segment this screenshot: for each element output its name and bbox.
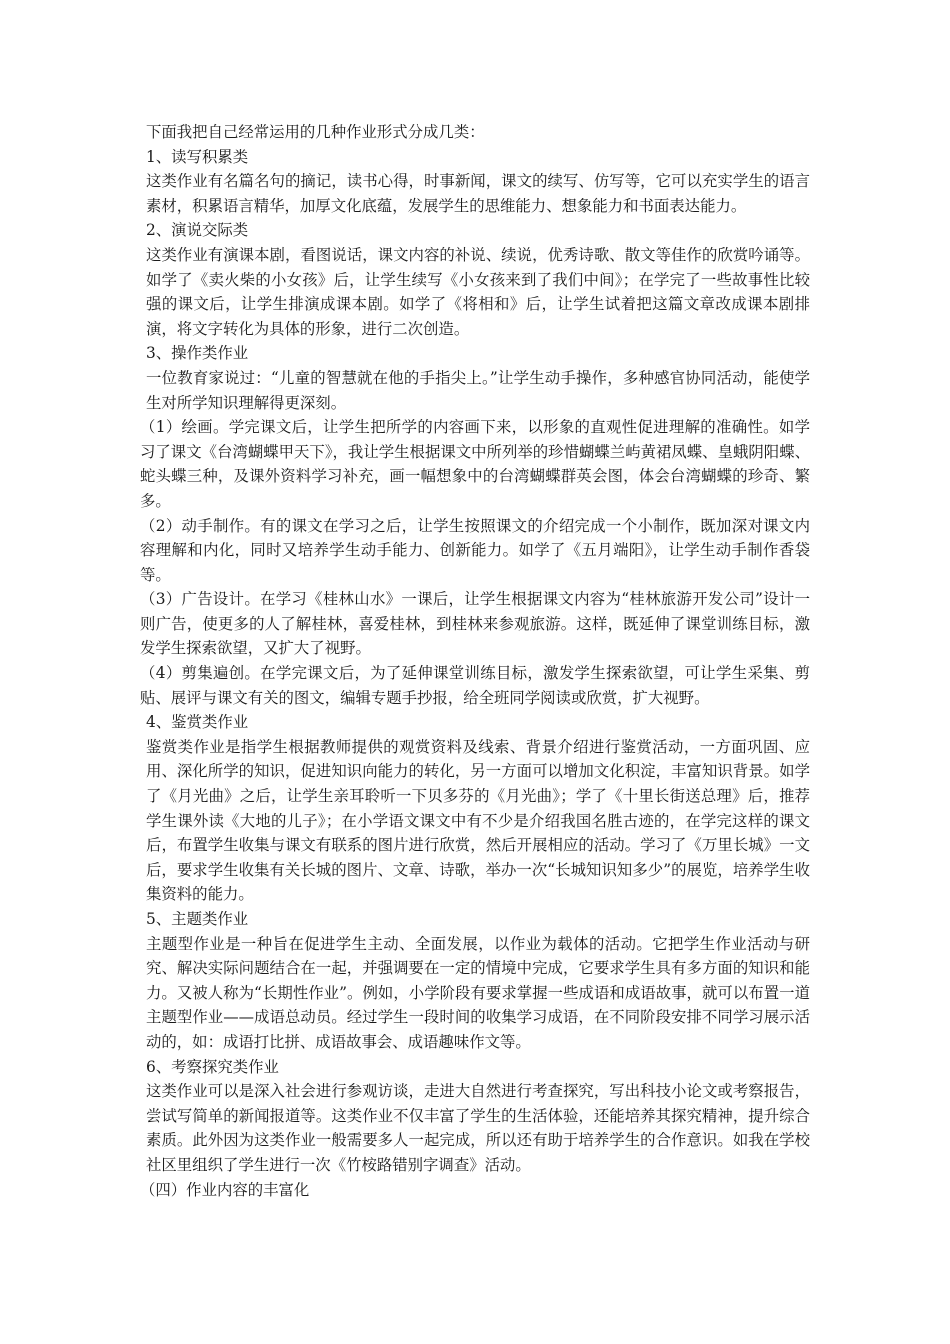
section-paragraph: （4）剪集遍创。在学完课文后，为了延伸课堂训练目标，激发学生探索欲望，可让学生采集、剪贴、展评与课文有关的图文，编辑专题手抄报，给全班同学阅读或欣赏，扩大视野。 [140, 664, 810, 707]
section-heading: 1、读写积累类 [146, 147, 249, 166]
section-heading: 6、考察探究类作业 [146, 1057, 279, 1076]
document-page [140, 120, 810, 1202]
section-paragraph: 这类作业有演课本剧，看图说话，课文内容的补说、续说，优秀诗歌、散文等佳作的欣赏吟诵等。如学了《卖火柴的小女孩》后，让学生续写《小女孩来到了我们中间》；在学完了一些故事性比较强的课文后，让学生排演成课本剧。如学了《将相和》后，让学生试着把这篇文章改成课本剧排演，将文字转化为具体的形象，进行二次创造。 [146, 245, 810, 338]
section-paragraph: 鉴赏类作业是指学生根据教师提供的观赏资料及线索、背景介绍进行鉴赏活动，一方面巩固、应用、深化所学的知识，促进知识向能力的转化，另一方面可以增加文化积淀，丰富知识背景。如学了《月光曲》之后，让学生亲耳聆听一下贝多芬的《月光曲》；学了《十里长街送总理》后，推荐学生课外读《大地的儿子》；在小学语文课文中有不少是介绍我国名胜古迹的，在学完这样的课文后，布置学生收集与课文有联系的图片进行欣赏，然后开展相应的活动。学习了《万里长城》一文后，要求学生收集有关长城的图片、文章、诗歌，举办一次“长城知识知多少”的展览，培养学生收集资料的能力。 [146, 737, 810, 904]
section-paragraph: 这类作业可以是深入社会进行参观访谈，走进大自然进行考查探究，写出科技小论文或考察报告，尝试写简单的新闻报道等。这类作业不仅丰富了学生的生活体验，还能培养其探究精神，提升综合素质。此外因为这类作业一般需要多人一起完成，所以还有助于培养学生的合作意识。如我在学校社区里组织了学生进行一次《竹桉路错别字调查》活动。 [146, 1082, 810, 1174]
section-paragraph: 一位教育家说过：“儿童的智慧就在他的手指尖上。”让学生动手操作，多种感官协同活动，能使学生对所学知识理解得更深刻。 [146, 368, 810, 412]
section-heading: 5、主题类作业 [146, 910, 249, 928]
intro-paragraph: 下面我把自己经常运用的几种作业形式分成几类： [146, 123, 485, 141]
section-paragraph: （1）绘画。学完课文后，让学生把所学的内容画下来，以形象的直观性促进理解的准确性。如学习了课文《台湾蝴蝶甲天下》，我让学生根据课文中所列举的珍惜蝴蝶兰屿黄裙凤蝶、皇蛾阴阳蝶、蛇头蝶三种，及课外资料学习补充，画一幅想象中的台湾蝴蝶群英会图，体会台湾蝴蝶的珍奇、繁多。 [140, 418, 810, 510]
section-paragraph: （3）广告设计。在学习《桂林山水》一课后，让学生根据课文内容为“桂林旅游开发公司”设计一则广告，使更多的人了解桂林，喜爱桂林，到桂林来参观旅游。这样，既延伸了课堂训练目标，激发学生探索欲望，又扩大了视野。 [140, 590, 810, 658]
section-paragraph: 这类作业有名篇名句的摘记，读书心得，时事新闻，课文的续写、仿写等，它可以充实学生的语言素材，积累语言精华，加厚文化底蕴，发展学生的思维能力、想象能力和书面表达能力。 [146, 172, 810, 215]
section-heading: 4、鉴赏类作业 [146, 713, 249, 732]
section-paragraph: （2）动手制作。有的课文在学习之后，让学生按照课文的介绍完成一个小制作，既加深对课文内容理解和内化，同时又培养学生动手能力、创新能力。如学了《五月端阳》，让学生动手制作香袋等。 [140, 516, 810, 584]
section-heading: 3、操作类作业 [146, 344, 249, 363]
footer-heading: （四）作业内容的丰富化 [140, 1180, 310, 1199]
section-paragraph: 主题型作业是一种旨在促进学生主动、全面发展，以作业为载体的活动。它把学生作业活动与研究、解决实际问题结合在一起，并强调要在一定的情境中完成，它要求学生具有多方面的知识和能力。又被人称为“长期性作业”。例如，小学阶段有要求掌握一些成语和成语故事，就可以布置一道主题型作业——成语总动员。经过学生一段时间的收集学习成语，在不同阶段安排不同学习展示活动的，如：成语打比拼、成语故事会、成语趣味作文等。 [146, 934, 810, 1051]
section-heading: 2、演说交际类 [146, 221, 249, 240]
